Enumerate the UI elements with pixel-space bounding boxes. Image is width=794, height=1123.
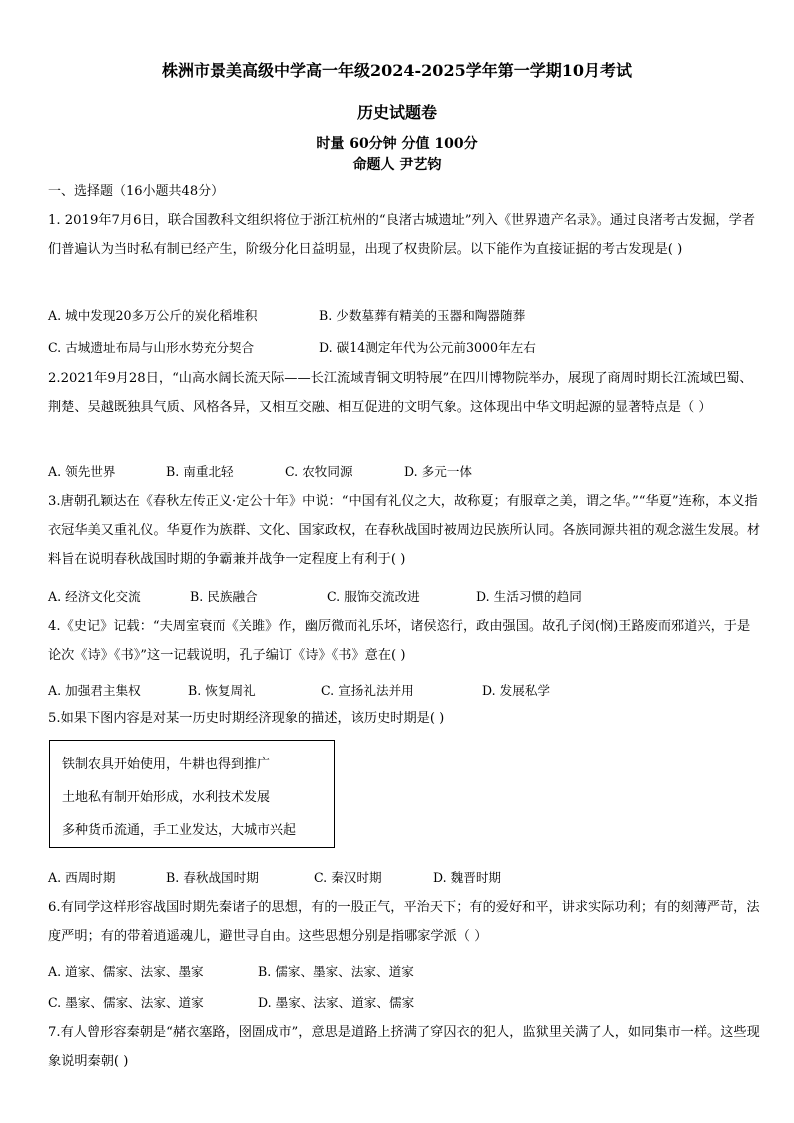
question-6-option-d: D. 墨家、法家、道家、儒家 [258, 995, 415, 1010]
question-5-option-a: A. 西周时期 [48, 870, 116, 885]
question-5-option-c: C. 秦汉时期 [314, 870, 382, 885]
question-3-option-a: A. 经济文化交流 [48, 589, 141, 604]
question-6-text: 6.有同学这样形容战国时期先秦诸子的思想，有的一股正气，平治天下；有的爱好和平，讲求实际功利；有的刻薄严苛，法度严明；有的带着逍遥魂儿，避世寻自由。这些思想分别是指哪家学派（ ） [48, 900, 760, 944]
section-title: 一、选择题（16小题共48分） [48, 184, 225, 199]
author: 命题人 尹艺钧 [352, 157, 442, 173]
question-2-text: 2.2021年9月28日，“山高水阔长流天际——长江流域青铜文明特展”在四川博物院举办，展现了商周时期长江流域巴蜀、荆楚、吴越既独具气质、风格各异，又相互交融、相互促进的文明气象。这体现出中华文明起源的显著特点是（ ） [48, 371, 753, 415]
question-4-text: 4.《史记》记载：“夫周室衰而《关雎》作，幽厉微而礼乐坏，诸侯恣行，政由强国。故孔子闵(悯)王路废而邪道兴，于是论次《诗》《书》”这一记载说明，孔子编订《诗》《书》意在( ) [48, 619, 751, 663]
question-4-option-b: B. 恢复周礼 [188, 683, 256, 698]
exam-title: 株洲市景美高级中学高一年级2024-2025学年第一学期10月考试 [162, 61, 632, 80]
economic-description-box [49, 740, 335, 848]
question-2-option-c: C. 农牧同源 [285, 464, 353, 479]
question-1-option-a: A. 城中发现20多万公斤的炭化稻堆积 [48, 308, 258, 323]
question-2-option-d: D. 多元一体 [404, 464, 473, 479]
question-6-option-b: B. 儒家、墨家、法家、道家 [258, 964, 414, 979]
question-2-option-a: A. 领先世界 [48, 464, 116, 479]
question-6-option-c: C. 墨家、儒家、法家、道家 [48, 995, 204, 1010]
question-1-option-c: C. 古城遗址布局与山形水势充分契合 [48, 340, 255, 355]
question-1-option-b: B. 少数墓葬有精美的玉器和陶器随葬 [319, 308, 526, 323]
question-1-text: 1. 2019年7月6日，联合国教科文组织将位于浙江杭州的“良渚古城遗址”列入《世界遗产名录》。通过良渚考古发掘，学者们普遍认为当时私有制已经产生，阶级分化日益明显，出现了权贵阶层。以下能作为直接证据的考古发现是( ) [48, 213, 755, 257]
box-line-2: 土地私有制开始形成，水利技术发展 [62, 790, 271, 805]
time-score: 时量 60分钟 分值 100分 [316, 136, 478, 152]
question-5-option-b: B. 春秋战国时期 [166, 870, 259, 885]
exam-subtitle: 历史试题卷 [356, 103, 437, 122]
question-2-option-b: B. 南重北轻 [166, 464, 234, 479]
question-5-option-d: D. 魏晋时期 [433, 870, 502, 885]
question-4-option-a: A. 加强君主集权 [48, 683, 141, 698]
question-4-option-c: C. 宣扬礼法并用 [321, 683, 414, 698]
box-line-1: 铁制农具开始使用，牛耕也得到推广 [62, 757, 271, 772]
question-6-option-a: A. 道家、儒家、法家、墨家 [48, 964, 204, 979]
question-3-option-b: B. 民族融合 [190, 589, 258, 604]
question-1-option-d: D. 碳14测定年代为公元前3000年左右 [319, 340, 536, 355]
question-4-option-d: D. 发展私学 [482, 683, 551, 698]
question-3-text: 3.唐朝孔颖达在《春秋左传正义·定公十年》中说：“中国有礼仪之大，故称夏；有服章之美，谓之华。”“华夏”连称，本义指衣冠华美又重礼仪。华夏作为族群、文化、国家政权，在春秋战国时被周边民族所认同。各族同源共祖的观念滋生发展。材料旨在说明春秋战国时期的争霸兼并战争一定程度上有利于( ) [48, 494, 761, 567]
question-3-option-d: D. 生活习惯的趋同 [476, 589, 582, 604]
question-3-option-c: C. 服饰交流改进 [327, 589, 420, 604]
question-7-text: 7.有人曾形容秦朝是“赭衣塞路，囹圄成市”，意思是道路上挤满了穿囚衣的犯人，监狱里关满了人，如同集市一样。这些现象说明秦朝( ) [48, 1025, 760, 1069]
question-5-text: 5.如果下图内容是对某一历史时期经济现象的描述，该历史时期是( ) [48, 711, 445, 726]
box-line-3: 多种货币流通，手工业发达，大城市兴起 [62, 823, 297, 838]
